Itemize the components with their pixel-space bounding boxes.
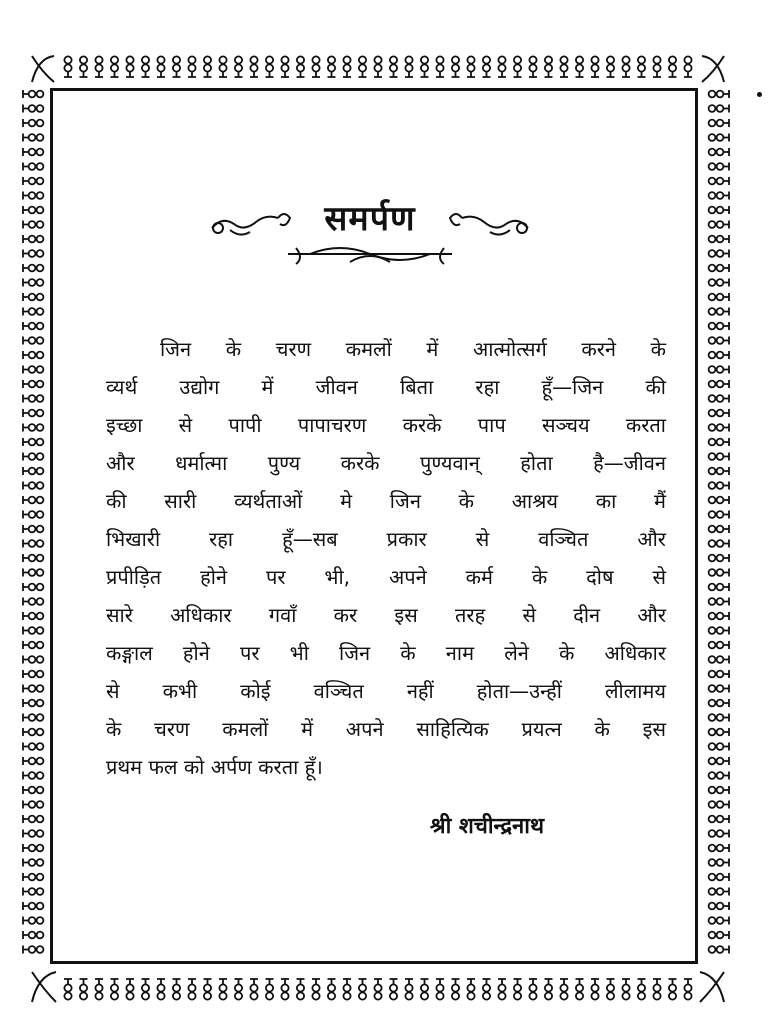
ink-speck [757,92,762,97]
text-line: इच्छा से पापी पापाचरण करके पाप सञ्चय करता [106,413,666,437]
text-line: से कभी कोई वञ्चित नहीं होता—उन्हीं लीलामय [106,679,666,703]
text-line: और धर्मात्मा पुण्य करके पुण्यवान् होता है—जीवन [106,451,666,475]
bottom-border-ornament-icon [28,966,728,1006]
text-line: के चरण कमलों में अपने साहित्यिक प्रयत्न के इस [106,717,666,741]
text-line: व्यर्थ उद्योग में जीवन बिता रहा हूँ—जिन की [106,375,666,399]
dedication-text [106,330,666,786]
signature: श्री शचीन्द्रनाथ [430,814,545,839]
text-line: प्रपीड़ित होने पर भी, अपने कर्म के दोष से [106,565,666,589]
title-block [200,188,540,278]
left-border-ornament-icon [14,86,50,966]
text-line: कङ्गाल होने पर भी जिन के नाम लेने के अधिकार [106,641,666,665]
text-line: की सारी व्यर्थताओं मे जिन के आश्रय का मैं [106,489,666,513]
text-line: सारे अधिकार गवाँ कर इस तरह से दीन और [106,603,666,627]
page-title: समर्पण [324,199,416,239]
text-line: प्रथम फल को अर्पण करता हूँ। [106,755,323,779]
top-border-ornament-icon [28,52,728,86]
right-border-ornament-icon [700,86,744,966]
text-line: भिखारी रहा हूँ—सब प्रकार से वञ्चित और [106,527,666,551]
text-line: जिन के चरण कमलों में आत्मोत्सर्ग करने के [160,337,666,361]
